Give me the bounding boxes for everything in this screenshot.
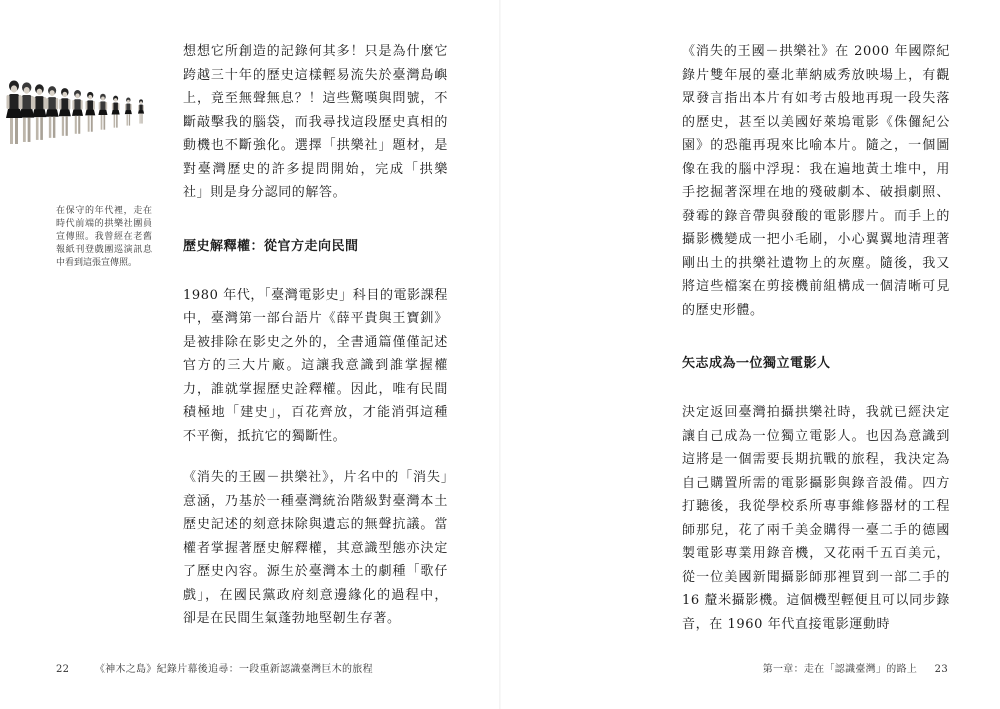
performer-figure <box>19 82 34 142</box>
page-number: 23 <box>934 664 948 675</box>
performer-figure <box>138 99 144 123</box>
performer-figure <box>32 84 46 140</box>
performer-figure <box>85 92 95 132</box>
photo-caption: 在保守的年代裡，走在時代前端的拱樂社團員宣傳照。我曾經在老舊報紙刊登戲團巡演訊息中看到這張宣傳照。 <box>56 206 152 268</box>
right-footer <box>763 660 948 675</box>
performer-figure <box>59 88 71 136</box>
right-text-column <box>682 40 950 654</box>
left-footer <box>56 660 373 675</box>
performer-figure <box>98 94 107 130</box>
page-gutter <box>499 0 501 709</box>
running-title: 第一章：走在「認識臺灣」的路上 <box>762 664 918 675</box>
page-number: 22 <box>56 664 70 675</box>
body-paragraph: 想想它所創造的記錄何其多！只是為什麼它跨越三十年的歷史這樣輕易流失於臺灣島嶼上，竟至無聲無息？！這些驚嘆與問號，不斷敲擊我的腦袋，而我尋找這段歷史真相的動機也不斷強化。選擇「拱樂社」題材，是對臺灣歷史的許多提問開始，完成「拱樂社」則是身分認同的解答。 <box>183 44 448 200</box>
performer-figure <box>112 96 120 128</box>
performer-figure <box>6 81 22 145</box>
body-paragraph: 《消失的王國－拱樂社》，片名中的「消失」意涵，乃基於一種臺灣統治階級對臺灣本土歷史記述的刻意抹除與遺忘的無聲抗議。當權者掌握著歷史解釋權，其意識型態亦決定了歷史內容。源生於臺灣本土的劇種「歌仔戲」，在國民黨政府刻意邊緣化的過程中，卻是在民間生氣蓬勃地堅韌生存著。 <box>183 470 448 626</box>
body-paragraph: 1980 年代，「臺灣電影史」科目的電影課程中，臺灣第一部台語片《薛平貴與王寶釧》是被排除在影史之外的，全書通篇僅僅記述官方的三大片廠。這讓我意識到誰掌握權力，誰就掌握歷史詮釋權。因此，唯有民間積極地「建史」，百花齊放，才能消弭這種不平衡，抵抗它的獨斷性。 <box>183 287 448 444</box>
performer-figure <box>125 98 132 126</box>
section-heading: 歷史解釋權：從官方走向民間 <box>183 238 359 254</box>
performer-figure <box>46 86 59 138</box>
troupe-photo <box>0 62 148 200</box>
left-text-column <box>183 40 448 649</box>
performer-figure <box>72 90 83 134</box>
running-title: 《神木之島》紀錄片幕後追尋：一段重新認識臺灣巨木的旅程 <box>94 664 373 675</box>
section-heading: 矢志成為一位獨立電影人 <box>682 356 831 371</box>
body-paragraph: 決定返回臺灣拍攝拱樂社時，我就已經決定讓自己成為一位獨立電影人。也因為意識到這將是一個需要長期抗戰的旅程，我決定為自己購置所需的電影攝影與錄音設備。四方打聽後，我從學校系所專事維修器材的工程師那兒，花了兩千美金購得一臺二手的德國製電影專業用錄音機，又花兩千五百美元，從一位美國新聞攝影師那裡買到一部二手的 16 釐米攝影機。這個機型輕便且可以同步錄音，在 1960 年代直接電影運動時 <box>682 405 950 632</box>
body-paragraph: 《消失的王國－拱樂社》在 2000 年國際紀錄片雙年展的臺北華納威秀放映場上，有觀眾發言指出本片有如考古般地再現一段失落的歷史，甚至以美國好萊塢電影《侏儸紀公園》的恐龍再現來比喻本片。隨之，一個圖像在我的腦中浮現：我在遍地黃土堆中，用手挖掘著深埋在地的殘破劇本、破損劇照、發霉的錄音帶與發酸的電影膠片。而手上的攝影機變成一把小毛刷，小心翼翼地清理著剛出土的拱樂社遺物上的灰塵。隨後，我又將這些檔案在剪接機前組構成一個清晰可見的歷史形體。 <box>682 44 950 318</box>
